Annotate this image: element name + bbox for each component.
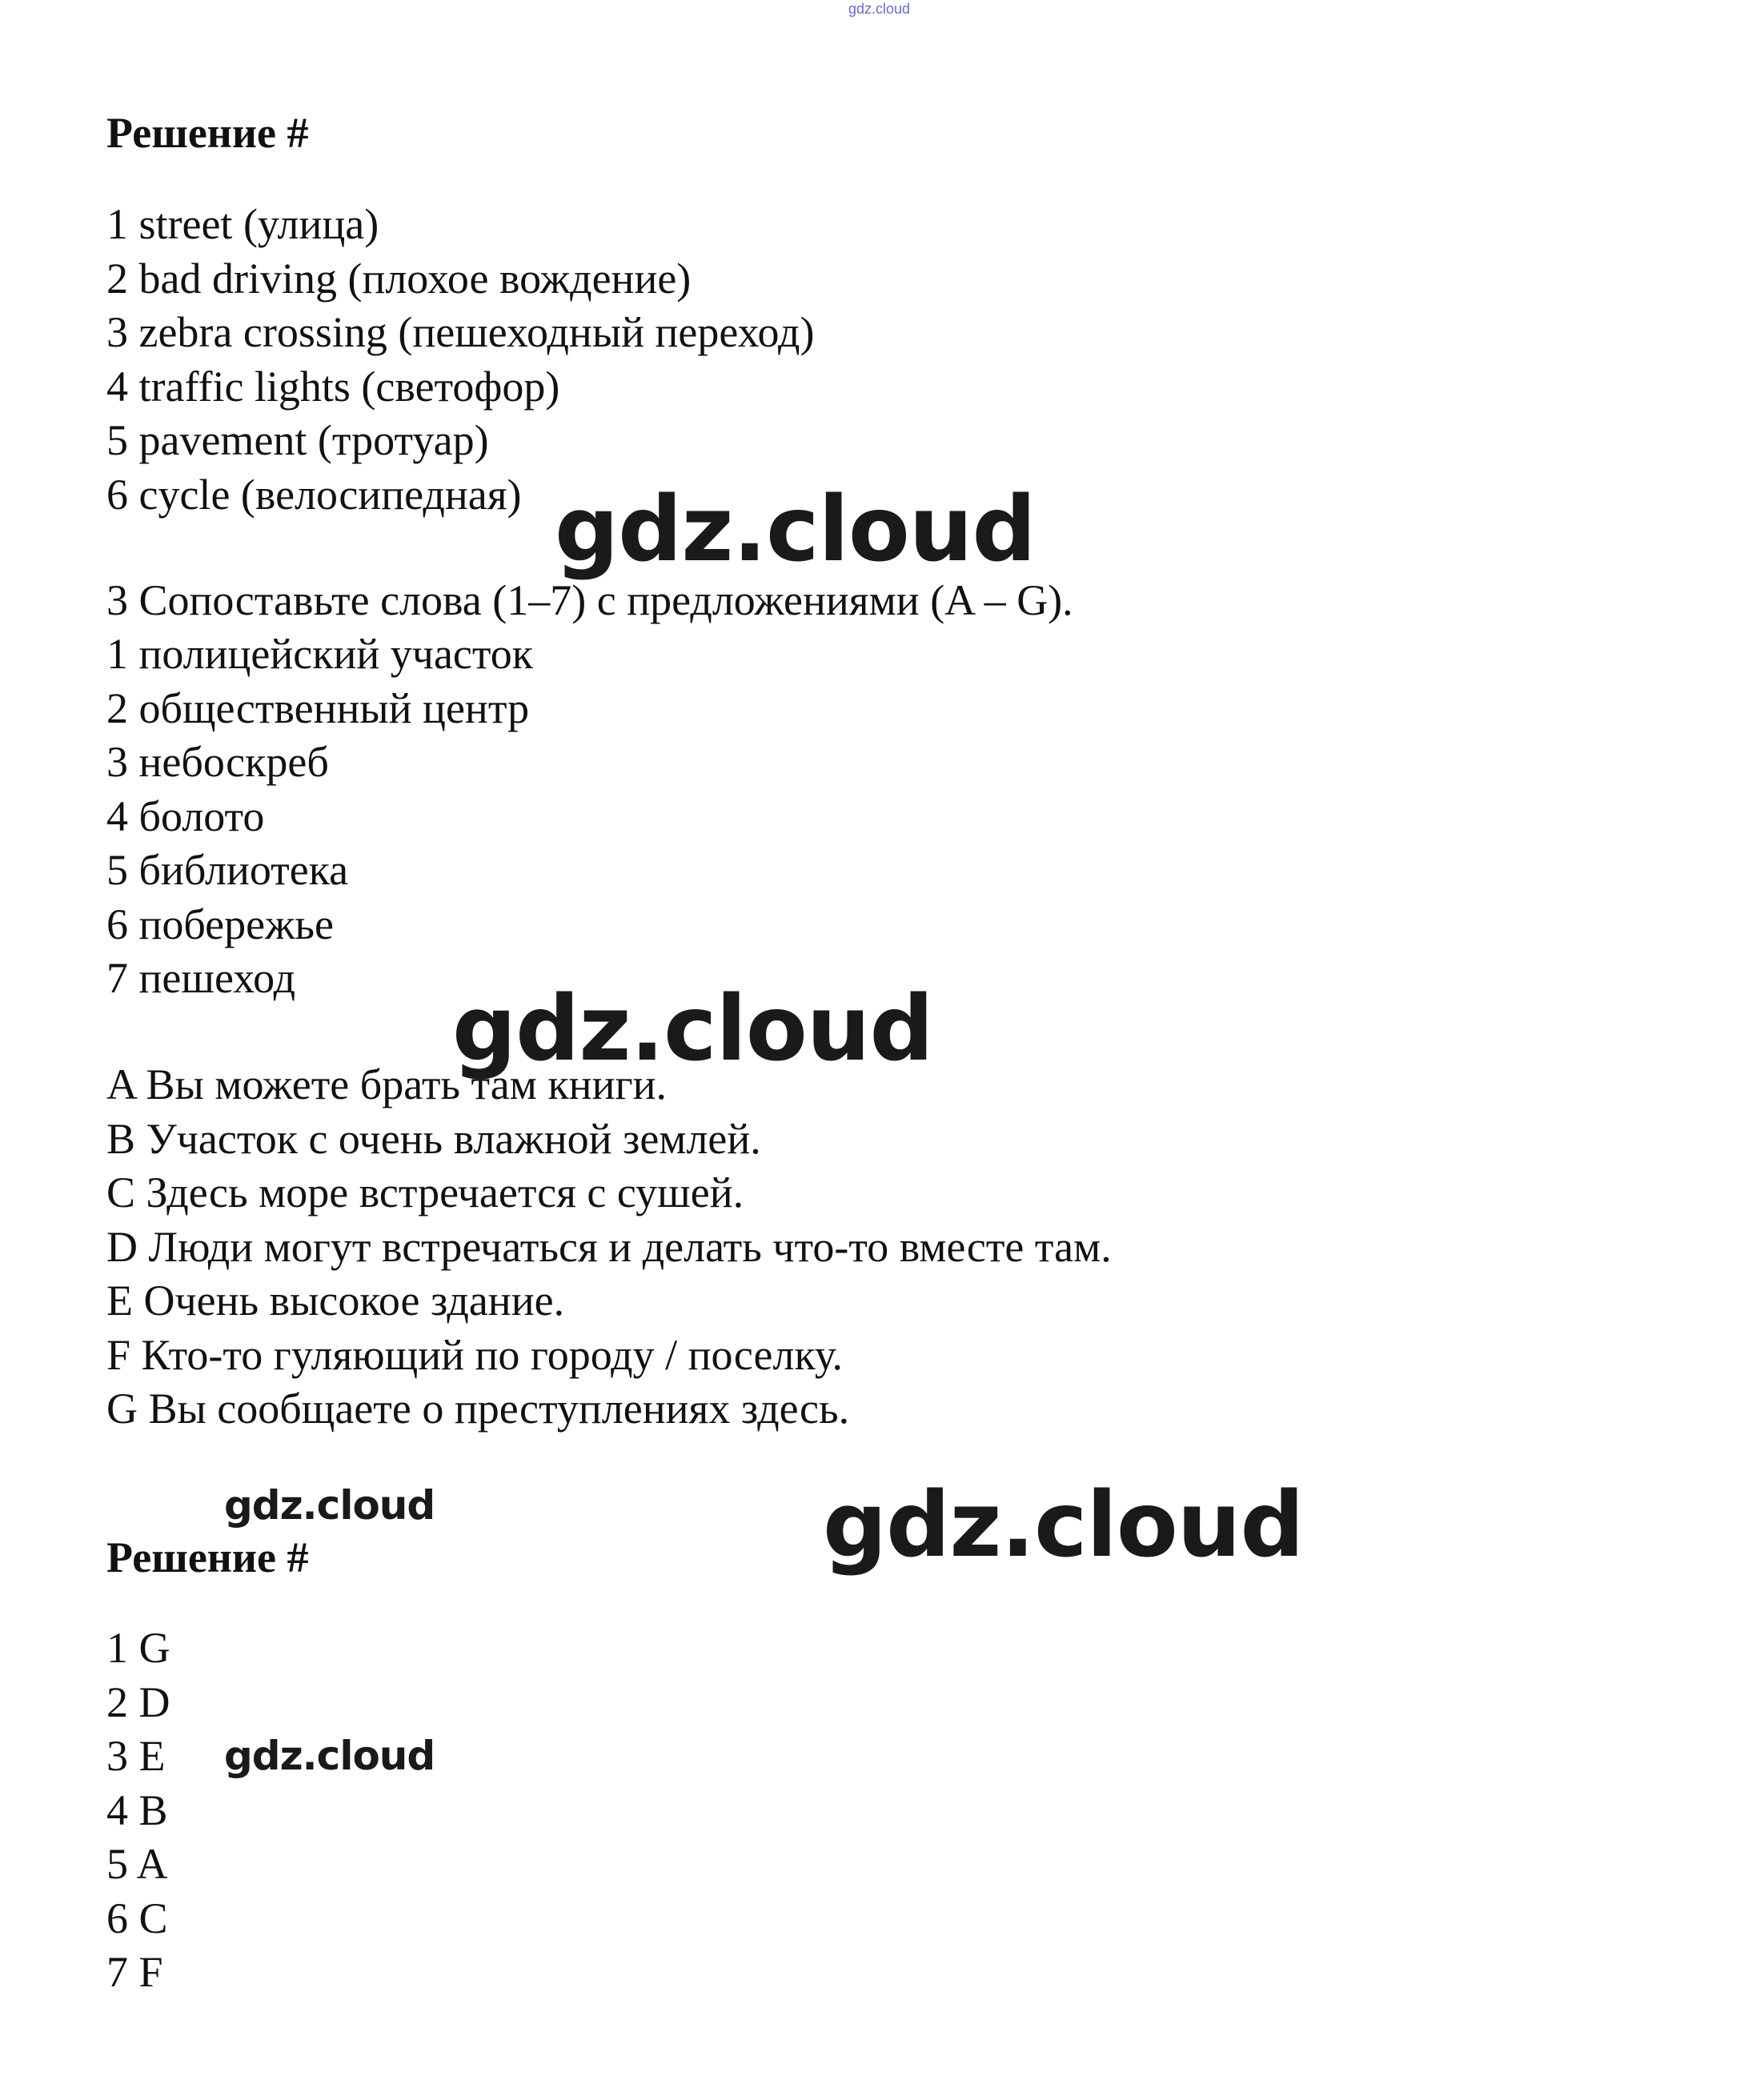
watermark-logo: gdz.cloud xyxy=(224,1482,435,1529)
task-instruction: 3 Сопоставьте слова (1–7) с предложениями (A – G). xyxy=(106,576,1073,624)
list-item: C Здесь море встречается с сушей. xyxy=(106,1168,744,1216)
list-item: 4 traffic lights (светофор) xyxy=(106,362,560,411)
list-item: 1 полицейский участок xyxy=(106,630,534,678)
list-item: 7 F xyxy=(106,1948,163,1996)
list-item: E Очень высокое здание. xyxy=(106,1276,565,1325)
list-item: 6 побережье xyxy=(106,900,335,948)
list-item: A Вы можете брать там книги. xyxy=(106,1060,668,1108)
list-item: 3 zebra crossing (пешеходный переход) xyxy=(106,308,815,356)
watermark-logo: gdz.cloud xyxy=(224,1733,435,1779)
list-item: 2 bad driving (плохое вождение) xyxy=(106,254,692,303)
list-item: F Кто-то гуляющий по городу / поселку. xyxy=(106,1330,844,1379)
task-word-list xyxy=(106,627,533,1006)
matching-answer-list xyxy=(106,1621,170,2000)
list-item: G Вы сообщаете о преступлениях здесь. xyxy=(106,1385,850,1433)
list-item: 5 библиотека xyxy=(106,846,349,894)
task-sentence-list xyxy=(106,1058,1112,1437)
list-item: 1 street (улица) xyxy=(106,200,379,248)
watermark-logo: gdz.cloud xyxy=(452,977,933,1081)
list-item: 3 небоскреб xyxy=(106,738,329,786)
solution-heading-2: Решение # xyxy=(106,1533,309,1581)
list-item: D Люди могут встречаться и делать что-то вместе там. xyxy=(106,1222,1112,1271)
solution-heading-1: Решение # xyxy=(106,109,309,157)
list-item: 5 pavement (тротуар) xyxy=(106,416,489,464)
list-item: 2 общественный центр xyxy=(106,683,530,732)
list-item: 3 E xyxy=(106,1732,166,1780)
list-item: 4 болото xyxy=(106,792,265,840)
list-item: 5 A xyxy=(106,1840,168,1888)
list-item: 4 B xyxy=(106,1785,168,1834)
vocab-answer-list xyxy=(106,198,814,522)
list-item: 1 G xyxy=(106,1624,170,1672)
watermark-logo: gdz.cloud xyxy=(823,1473,1304,1577)
list-item: 6 cycle (велосипедная) xyxy=(106,470,522,519)
list-item: 6 C xyxy=(106,1894,168,1942)
top-watermark: gdz.cloud xyxy=(848,1,911,17)
list-item: B Участок с очень влажной землей. xyxy=(106,1114,761,1163)
list-item: 2 D xyxy=(106,1677,170,1726)
list-item: 7 пешеход xyxy=(106,954,296,1002)
watermark-logo: gdz.cloud xyxy=(555,478,1036,582)
